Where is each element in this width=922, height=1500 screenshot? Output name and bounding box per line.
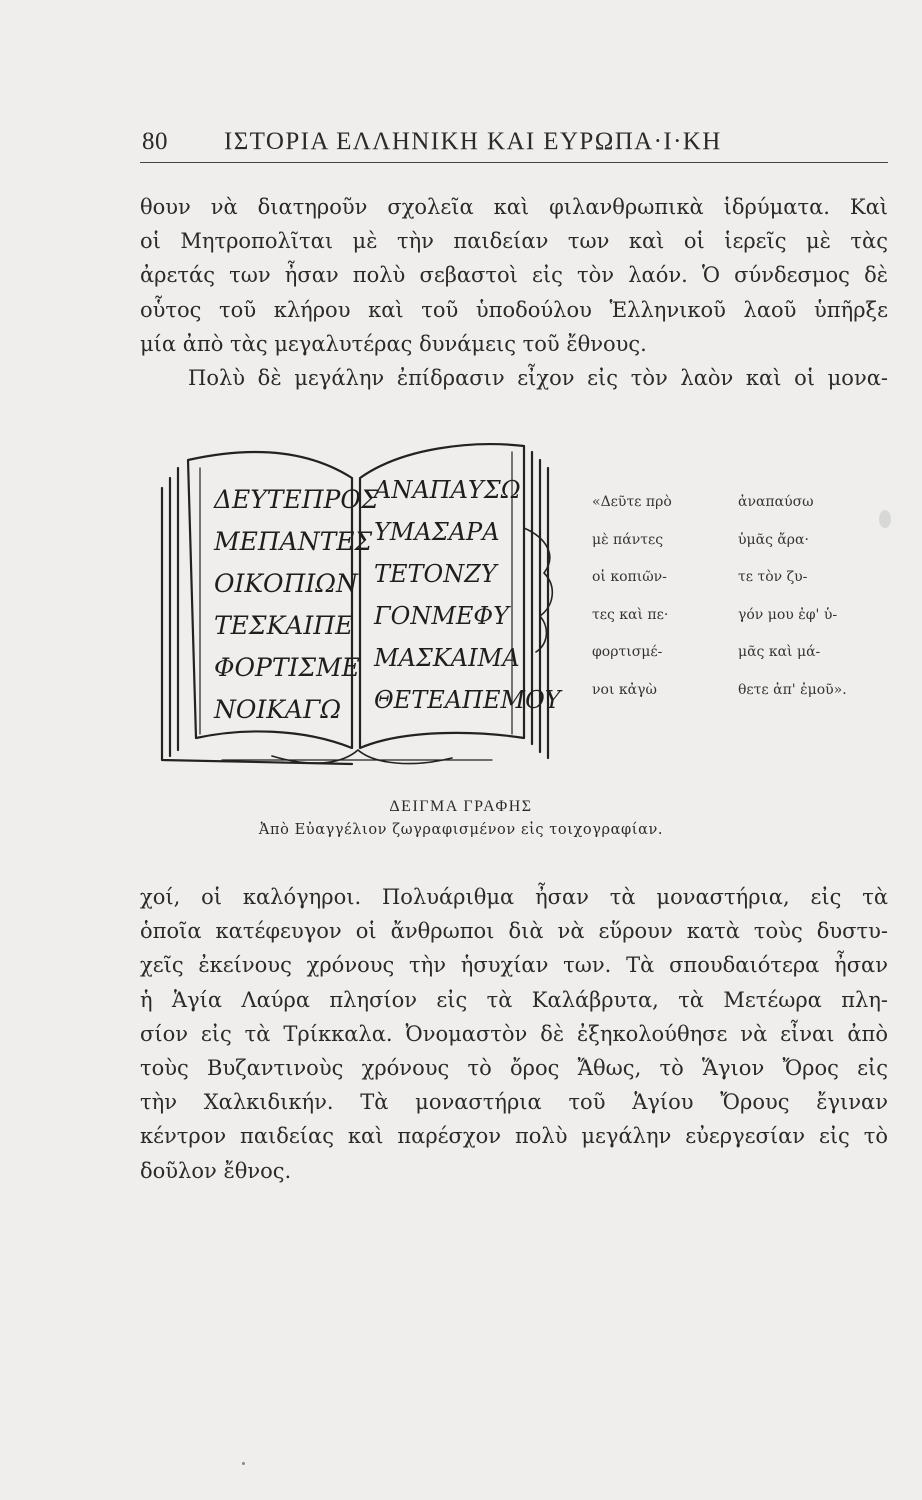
- text-line: χοί, οἱ καλόγηροι. Πολυάριθμα ἦσαν τὰ μοναστήρια, εἰς τὰ: [140, 885, 888, 909]
- manuscript-text: ΤΕΣΚΑΙΠΕ: [214, 611, 354, 640]
- text-line: ὁποῖα κατέφευγον οἱ ἄνθρωποι διὰ νὰ εὕρουν κατὰ τοὺς δυστυ-: [140, 919, 888, 944]
- verse-left: μὲ πάντες: [592, 531, 664, 548]
- verse-row: [592, 672, 892, 710]
- manuscript-text: ΑΝΑΠΑΥΣΩ: [374, 476, 521, 504]
- manuscript-text: ΔΕΥΤΕΠΡΟΣ: [214, 485, 379, 514]
- page-number: 80: [142, 128, 168, 155]
- manuscript-text: ΝΟΙΚΑΓΩ: [214, 695, 342, 724]
- text-line: σίον εἰς τὰ Τρίκκαλα. Ὀνομαστὸν δὲ ἐξηκολούθησε νὰ εἶναι ἀπὸ: [140, 1021, 888, 1046]
- text-line: οἱ Μητροπολῖται μὲ τὴν παιδείαν των καὶ οἱ ἱερεῖς μὲ τὰς: [140, 229, 888, 254]
- manuscript-text: ΤΕΤΟΝΖΥ: [374, 560, 497, 588]
- verse-left: φορτισμέ-: [592, 644, 663, 660]
- verse-row: [592, 522, 892, 560]
- verse-row: [592, 559, 892, 597]
- manuscript-text: ΜΑΣΚΑΙΜΑ: [374, 644, 520, 672]
- verse-row: [592, 597, 892, 635]
- verse-left: «Δεῦτε πρὸ: [592, 494, 672, 510]
- speck: [242, 1462, 245, 1465]
- paragraph-2: [140, 880, 888, 1188]
- text-line: δοῦλον ἔθνος.: [140, 1158, 292, 1183]
- text-line: ἀρετάς των ἦσαν πολὺ σεβαστοὶ εἰς τὸν λαόν. Ὁ σύνδεσμος δὲ: [140, 263, 888, 288]
- text-line: Πολὺ δὲ μεγάλην ἐπίδρασιν εἶχον εἰς τὸν λαὸν καὶ οἱ μονα-: [188, 366, 888, 391]
- verse-left: τες καὶ πε·: [592, 606, 669, 623]
- text-line: μία ἀπὸ τὰς μεγαλυτέρας δυνάμεις τοῦ ἔθνους.: [140, 331, 647, 356]
- text-line: ἡ Ἁγία Λαύρα πλησίον εἰς τὰ Καλάβρυτα, τὰ Μετέωρα πλη-: [140, 987, 888, 1012]
- figure-caption-title: ΔΕΙΓΜΑ ΓΡΑΦΗΣ: [389, 798, 533, 815]
- text-line: οὗτος τοῦ κλήρου καὶ τοῦ ὑποδούλου Ἑλληνικοῦ λαοῦ ὑπῆρξε: [140, 297, 888, 322]
- verse-right: γόν μου ἐφ' ὑ-: [738, 606, 838, 623]
- verse-transcription: [592, 484, 892, 709]
- manuscript-text: ΓΟΝΜΕΦΥ: [374, 602, 509, 630]
- verse-right: τε τὸν ζυ-: [738, 569, 808, 585]
- figure-caption-subtitle: Ἀπὸ Εὐαγγέλιον ζωγραφισμένον εἰς τοιχογραφίαν.: [258, 822, 664, 838]
- verse-row: [592, 484, 892, 522]
- running-title: ΙΣΤΟΡΙΑ ΕΛΛΗΝΙΚΗ ΚΑΙ ΕΥΡΩΠΑ·Ι·ΚΗ: [224, 128, 722, 155]
- text-line: κέντρον παιδείας καὶ παρέσχον πολὺ μεγάλην εὐεργεσίαν εἰς τὸ: [140, 1124, 888, 1149]
- manuscript-text: ΘΕΤΕΑΠΕΜΟΥ: [374, 686, 561, 714]
- verse-left: νοι κἀγὼ: [592, 681, 657, 698]
- speck: [879, 510, 891, 528]
- verse-right: ὑμᾶς ἄρα·: [738, 531, 809, 548]
- verse-right: μᾶς καὶ μά-: [738, 644, 821, 660]
- paragraph-1: [140, 190, 888, 395]
- manuscript-text: ΦΟΡΤΙΣΜΕ: [214, 653, 360, 682]
- manuscript-text: ΟΙΚΟΠΙΩΝ: [214, 569, 358, 598]
- open-book-illustration: [152, 438, 572, 778]
- text-line: θουν νὰ διατηροῦν σχολεῖα καὶ φιλανθρωπικὰ ἱδρύματα. Καὶ: [140, 195, 888, 219]
- text-line: τὴν Χαλκιδικήν. Τὰ μοναστήρια τοῦ Ἁγίου Ὄρους ἔγιναν: [140, 1090, 888, 1115]
- text-line: τοὺς Βυζαντινοὺς χρόνους τὸ ὄρος Ἄθως, τὸ Ἅγιον Ὄρος εἰς: [140, 1056, 888, 1081]
- verse-right: ἀναπαύσω: [738, 494, 814, 510]
- running-header: [142, 128, 887, 156]
- manuscript-text: ΥΜΑΣΑΡΑ: [374, 518, 500, 546]
- verse-right: θετε ἀπ' ἐμοῦ».: [738, 681, 847, 698]
- verse-row: [592, 634, 892, 672]
- manuscript-text: ΜΕΠΑΝΤΕΣ: [214, 527, 373, 556]
- verse-left: οἱ κοπιῶν-: [592, 569, 667, 585]
- header-rule: [140, 162, 888, 163]
- text-line: χεῖς ἐκείνους χρόνους τὴν ἡσυχίαν των. Τὰ σπουδαιότερα ἦσαν: [140, 953, 888, 978]
